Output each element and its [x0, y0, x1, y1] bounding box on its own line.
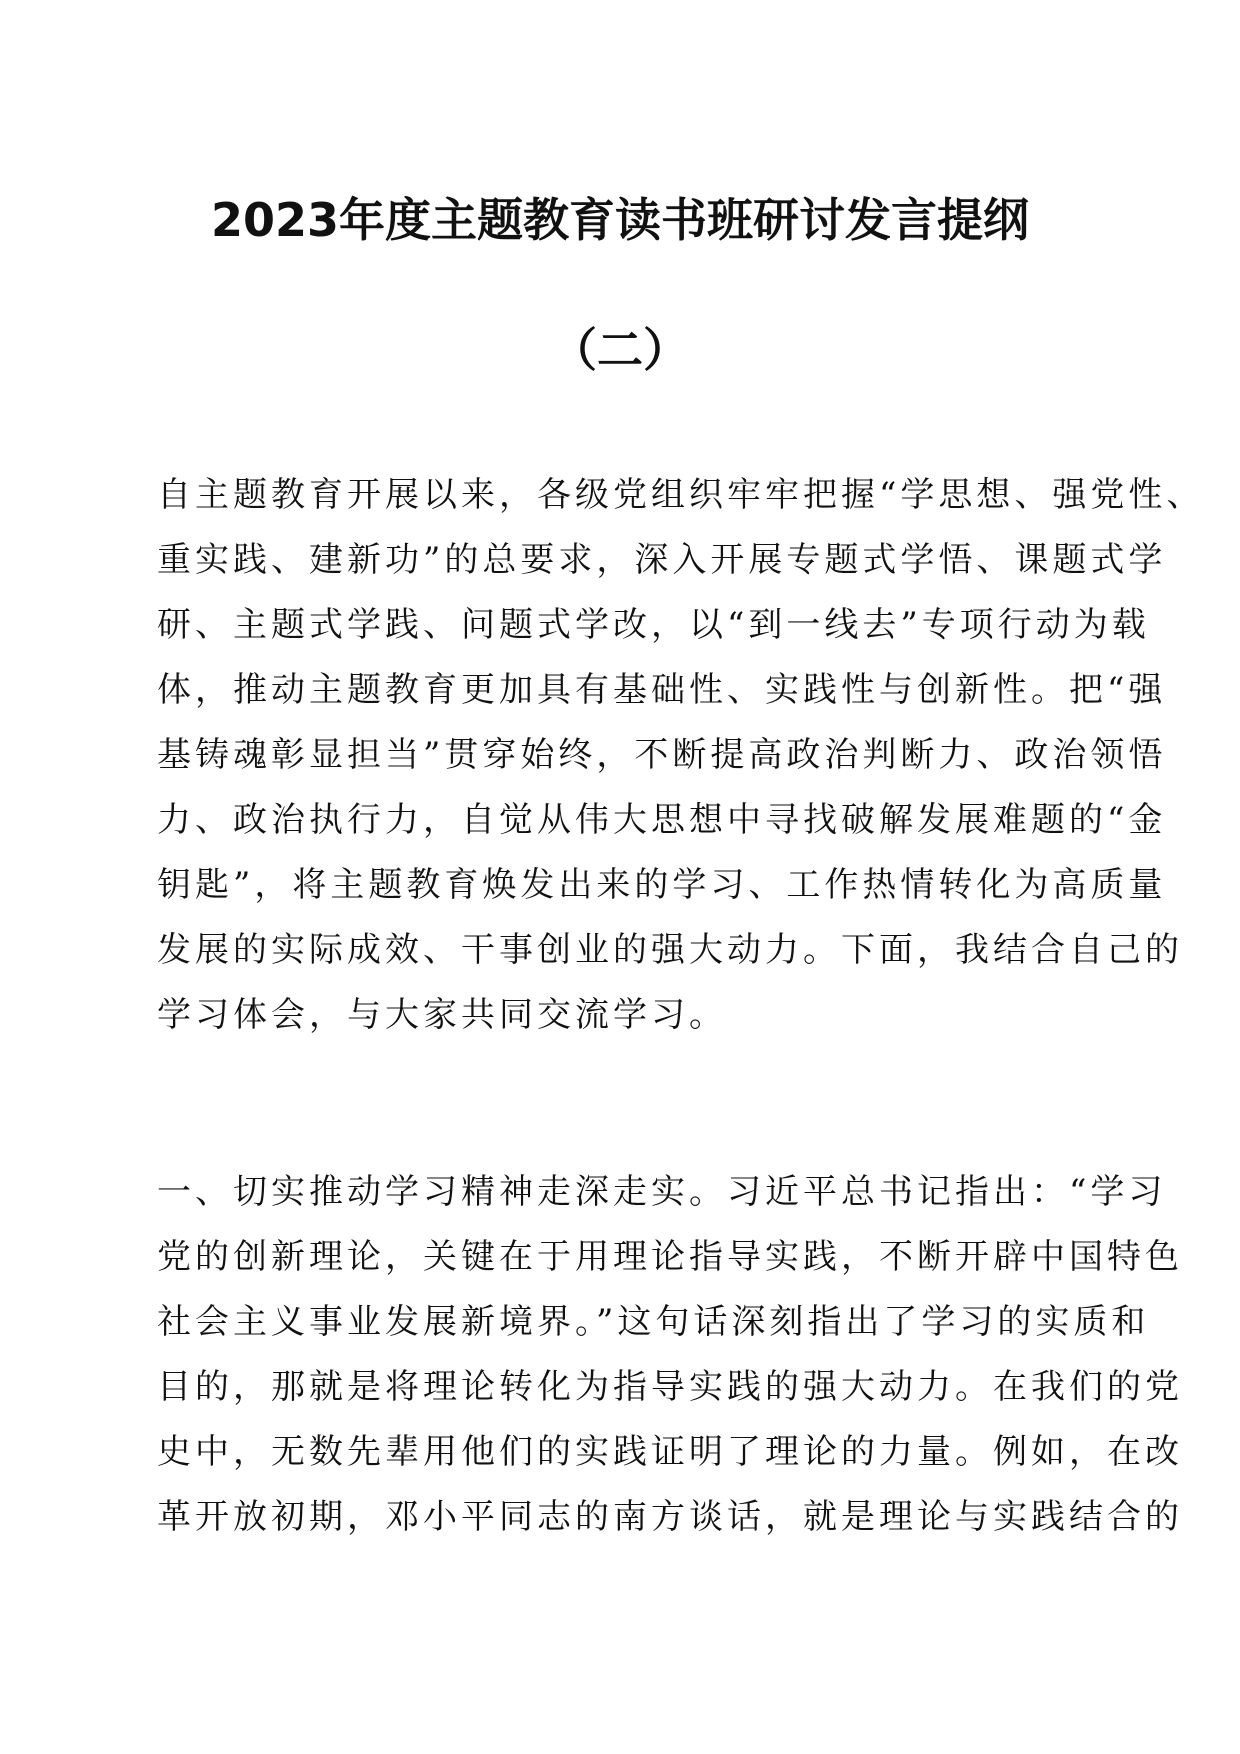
paragraph-line: 学习体会，与大家共同交流学习。 [157, 995, 727, 1035]
paragraph-line: 革开放初期，邓小平同志的南方谈话，就是理论与实践结合的 [157, 1497, 1183, 1537]
paragraph-line: 力、政治执行力，自觉从伟大思想中寻找破解发展难题的“金 [157, 800, 1167, 840]
intro-paragraph [157, 463, 1205, 1048]
paragraph-line: 体，推动主题教育更加具有基础性、实践性与创新性。把“强 [157, 670, 1167, 710]
paragraph-line: 重实践、建新功”的总要求，深入开展专题式学悟、课题式学 [157, 540, 1167, 580]
paragraph-line: 发展的实际成效、干事创业的强大动力。下面，我结合自己的 [157, 930, 1183, 970]
paragraph-line: 自主题教育开展以来，各级党组织牢牢把握“学思想、强党性、 [157, 475, 1205, 515]
paragraph-line: 党的创新理论，关键在于用理论指导实践，不断开辟中国特色 [157, 1237, 1183, 1277]
section-one-paragraph [157, 1160, 1183, 1550]
document-title-number: （二） [551, 323, 689, 377]
paragraph-line: 史中，无数先辈用他们的实践证明了理论的力量。例如，在改 [157, 1432, 1183, 1472]
paragraph-line: 钥匙”，将主题教育焕发出来的学习、工作热情转化为高质量 [157, 865, 1167, 905]
paragraph-line: 基铸魂彰显担当”贯穿始终，不断提高政治判断力、政治领悟 [157, 735, 1167, 775]
paragraph-line: 社会主义事业发展新境界。”这句话深刻指出了学习的实质和 [157, 1302, 1150, 1342]
paragraph-line: 目的，那就是将理论转化为指导实践的强大动力。在我们的党 [157, 1367, 1183, 1407]
paragraph-line: 一、切实推动学习精神走深走实。习近平总书记指出：“学习 [157, 1172, 1167, 1212]
paragraph-line: 研、主题式学践、问题式学改，以“到一线去”专项行动为载 [157, 605, 1150, 645]
document-title: 2023年度主题教育读书班研讨发言提纲 [210, 193, 1030, 247]
